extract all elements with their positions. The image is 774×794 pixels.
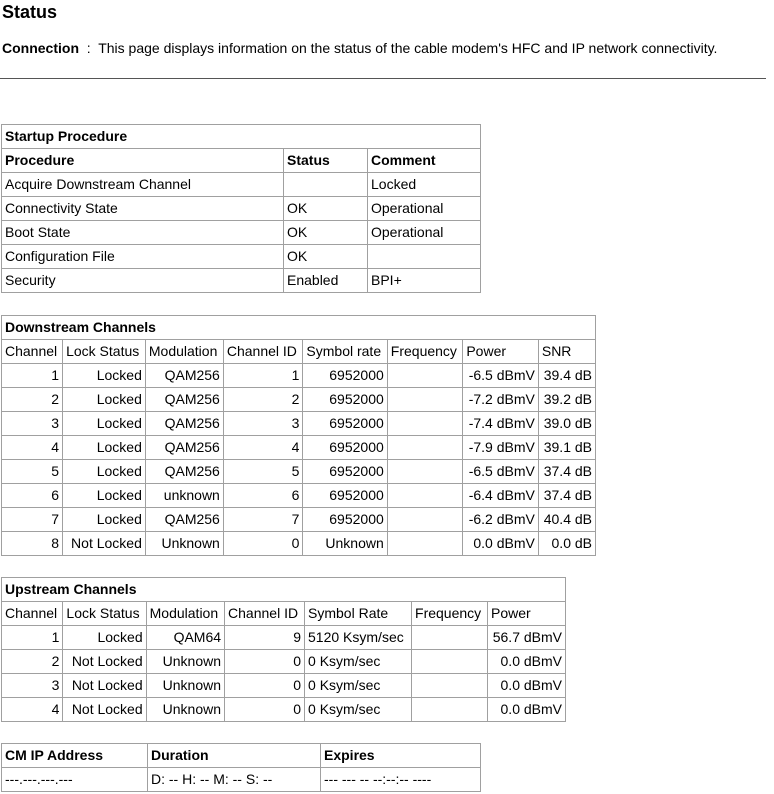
table-row	[2, 650, 566, 674]
table-row	[2, 197, 481, 221]
table-cell: 8	[2, 532, 63, 556]
table-cell: 4	[2, 436, 63, 460]
table-cell: Not Locked	[63, 650, 146, 674]
table-cell: 0 Ksym/sec	[305, 650, 412, 674]
table-cell: 5120 Ksym/sec	[305, 626, 412, 650]
table-cell: Security	[2, 269, 284, 293]
column-header: SNR	[538, 340, 595, 364]
table-cell	[387, 364, 463, 388]
table-cell: 7	[2, 508, 63, 532]
table-cell: Locked	[63, 508, 146, 532]
table-row	[2, 364, 596, 388]
column-header: Channel ID	[223, 340, 303, 364]
table-cell	[284, 173, 368, 197]
table-row	[2, 698, 566, 722]
table-header-row	[2, 340, 596, 364]
column-header: Procedure	[2, 149, 284, 173]
startup-procedure-table	[1, 124, 481, 293]
table-cell	[387, 460, 463, 484]
table-cell: -7.4 dBmV	[463, 412, 539, 436]
table-cell	[387, 436, 463, 460]
intro-separator: :	[86, 40, 91, 56]
table-cell: 0.0 dBmV	[488, 674, 566, 698]
table-cell: 4	[223, 436, 303, 460]
table-cell: Operational	[368, 221, 481, 245]
table-cell: 6952000	[303, 412, 387, 436]
table-cell: QAM256	[145, 388, 223, 412]
table-cell: 2	[2, 388, 63, 412]
column-header: Frequency	[387, 340, 463, 364]
upstream-channels-table	[1, 577, 566, 722]
table-cell	[412, 674, 488, 698]
table-cell: Locked	[63, 388, 146, 412]
column-header: Channel	[2, 602, 63, 626]
table-cell	[387, 412, 463, 436]
table-cell: 40.4 dB	[538, 508, 595, 532]
table-cell: Unknown	[145, 532, 223, 556]
table-cell: 1	[2, 364, 63, 388]
table-cell: 6952000	[303, 388, 387, 412]
table-cell: Unknown	[146, 650, 224, 674]
table-header-row	[2, 602, 566, 626]
table-cell: 3	[223, 412, 303, 436]
table-cell	[387, 484, 463, 508]
table-cell: 0.0 dBmV	[488, 698, 566, 722]
table-title: Downstream Channels	[2, 316, 596, 340]
table-title: Upstream Channels	[2, 578, 566, 602]
table-cell	[412, 698, 488, 722]
column-header: Symbol Rate	[305, 602, 412, 626]
table-cell: 6952000	[303, 460, 387, 484]
table-cell: unknown	[145, 484, 223, 508]
column-header: Lock Status	[63, 602, 146, 626]
table-cell: 7	[223, 508, 303, 532]
table-cell: QAM64	[146, 626, 224, 650]
table-cell: 6952000	[303, 508, 387, 532]
table-cell: 0	[225, 650, 305, 674]
table-row	[2, 436, 596, 460]
column-header: Power	[463, 340, 539, 364]
column-header: Frequency	[412, 602, 488, 626]
column-header: Channel	[2, 340, 63, 364]
table-row	[2, 508, 596, 532]
table-cell: BPI+	[368, 269, 481, 293]
table-cell: 3	[2, 674, 63, 698]
table-header-row	[2, 149, 481, 173]
table-row	[2, 484, 596, 508]
column-header: Comment	[368, 149, 481, 173]
column-header: Lock Status	[63, 340, 146, 364]
table-row	[2, 245, 481, 269]
column-header: Modulation	[146, 602, 224, 626]
table-cell: 1	[223, 364, 303, 388]
table-cell: 6952000	[303, 436, 387, 460]
table-cell: 56.7 dBmV	[488, 626, 566, 650]
table-row	[2, 532, 596, 556]
table-cell: 6	[223, 484, 303, 508]
table-cell: 5	[2, 460, 63, 484]
table-cell: 9	[225, 626, 305, 650]
table-cell	[412, 650, 488, 674]
table-cell: QAM256	[145, 364, 223, 388]
table-cell: 0.0 dB	[538, 532, 595, 556]
duration-value: D: -- H: -- M: -- S: --	[148, 768, 321, 792]
column-header: CM IP Address	[2, 744, 148, 768]
table-cell: Locked	[63, 484, 146, 508]
table-cell: 0	[225, 698, 305, 722]
table-cell: 4	[2, 698, 63, 722]
table-cell	[387, 388, 463, 412]
table-cell: -7.9 dBmV	[463, 436, 539, 460]
table-row	[2, 626, 566, 650]
table-cell: 37.4 dB	[538, 484, 595, 508]
table-cell: Locked	[63, 412, 146, 436]
table-cell: QAM256	[145, 460, 223, 484]
table-cell: Locked	[63, 364, 146, 388]
intro-label: Connection	[2, 40, 79, 56]
table-cell: Configuration File	[2, 245, 284, 269]
table-cell: Locked	[63, 436, 146, 460]
table-cell: -6.4 dBmV	[463, 484, 539, 508]
table-cell: Connectivity State	[2, 197, 284, 221]
table-cell: 39.0 dB	[538, 412, 595, 436]
table-cell: Locked	[63, 460, 146, 484]
table-cell: Boot State	[2, 221, 284, 245]
table-cell: OK	[284, 245, 368, 269]
table-row	[2, 221, 481, 245]
column-header: Modulation	[145, 340, 223, 364]
table-cell: Not Locked	[63, 698, 146, 722]
table-cell: -6.5 dBmV	[463, 460, 539, 484]
table-cell: 2	[223, 388, 303, 412]
table-cell: Locked	[63, 626, 146, 650]
downstream-channels-table	[1, 315, 596, 556]
intro-text: This page displays information on the status of the cable modem's HFC and IP network connectivity.	[98, 40, 718, 56]
table-cell: -6.5 dBmV	[463, 364, 539, 388]
table-cell: 0 Ksym/sec	[305, 674, 412, 698]
table-row	[2, 173, 481, 197]
divider	[0, 78, 766, 79]
table-cell: 6	[2, 484, 63, 508]
table-row	[2, 460, 596, 484]
expires-value: --- --- -- --:--:-- ----	[321, 768, 481, 792]
table-cell: 0	[225, 674, 305, 698]
page-title: Status	[2, 2, 58, 22]
table-cell: 6952000	[303, 364, 387, 388]
table-cell: 0.0 dBmV	[488, 650, 566, 674]
table-cell: Enabled	[284, 269, 368, 293]
table-cell: Unknown	[146, 674, 224, 698]
table-header-row	[2, 744, 481, 768]
table-cell: 6952000	[303, 484, 387, 508]
table-row	[2, 412, 596, 436]
table-cell: Not Locked	[63, 532, 146, 556]
table-cell: 37.4 dB	[538, 460, 595, 484]
column-header: Expires	[321, 744, 481, 768]
table-cell: 3	[2, 412, 63, 436]
table-cell: -7.2 dBmV	[463, 388, 539, 412]
table-cell: 0	[223, 532, 303, 556]
table-row	[2, 269, 481, 293]
cm-ip-address-value: ---.---.---.---	[2, 768, 148, 792]
table-cell: 5	[223, 460, 303, 484]
table-cell: Not Locked	[63, 674, 146, 698]
table-cell: 39.1 dB	[538, 436, 595, 460]
table-cell: Acquire Downstream Channel	[2, 173, 284, 197]
table-cell: QAM256	[145, 412, 223, 436]
table-cell: 1	[2, 626, 63, 650]
table-cell: 2	[2, 650, 63, 674]
table-cell	[387, 508, 463, 532]
table-cell: OK	[284, 221, 368, 245]
column-header: Duration	[148, 744, 321, 768]
column-header: Symbol rate	[303, 340, 387, 364]
column-header: Status	[284, 149, 368, 173]
page-description	[2, 40, 717, 56]
table-cell: Unknown	[303, 532, 387, 556]
table-cell	[387, 532, 463, 556]
table-cell: 39.2 dB	[538, 388, 595, 412]
table-row	[2, 768, 481, 792]
table-cell: QAM256	[145, 436, 223, 460]
table-cell: 0.0 dBmV	[463, 532, 539, 556]
table-cell: QAM256	[145, 508, 223, 532]
table-cell: Locked	[368, 173, 481, 197]
column-header: Channel ID	[225, 602, 305, 626]
column-header: Power	[488, 602, 566, 626]
table-cell: Unknown	[146, 698, 224, 722]
table-cell: 0 Ksym/sec	[305, 698, 412, 722]
table-cell: OK	[284, 197, 368, 221]
table-row	[2, 388, 596, 412]
table-cell: 39.4 dB	[538, 364, 595, 388]
table-cell: Operational	[368, 197, 481, 221]
table-cell	[412, 626, 488, 650]
table-title: Startup Procedure	[2, 125, 481, 149]
table-row	[2, 674, 566, 698]
table-cell	[368, 245, 481, 269]
table-cell: -6.2 dBmV	[463, 508, 539, 532]
cm-ip-table	[1, 743, 481, 792]
